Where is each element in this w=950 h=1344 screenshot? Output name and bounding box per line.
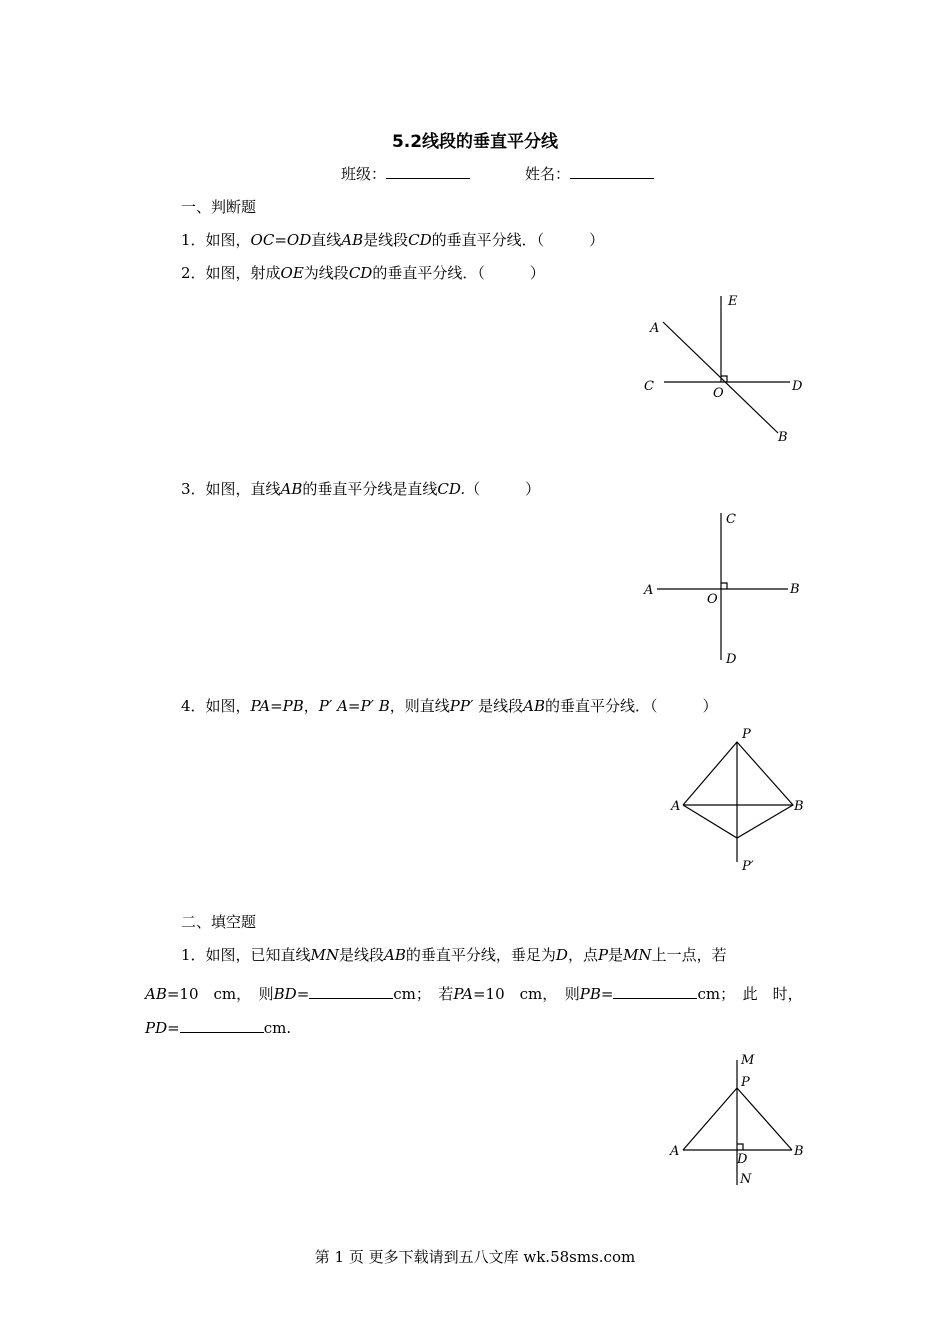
name-field xyxy=(525,163,654,184)
var: OD xyxy=(286,231,312,249)
var: AB xyxy=(280,480,303,498)
figure-2 xyxy=(630,505,820,670)
judge-question-2 xyxy=(181,262,545,283)
segment-pb xyxy=(737,1088,792,1150)
q-text: 为线段 xyxy=(303,264,349,282)
figure-4 xyxy=(660,1050,820,1190)
q-text: 直线 xyxy=(311,231,342,249)
q-text: ， xyxy=(303,697,319,715)
var: AB xyxy=(384,946,406,964)
var: P′ A=P′ B xyxy=(318,697,390,715)
label-b: B xyxy=(778,430,788,445)
q-text: 是线段 xyxy=(363,231,409,249)
label-a: A xyxy=(670,1144,680,1159)
q-text: = xyxy=(274,231,287,249)
var: BD xyxy=(273,985,297,1003)
label-b: B xyxy=(790,582,800,597)
q-text: 是 xyxy=(608,946,624,964)
var: PD xyxy=(145,1019,168,1037)
answer-blank-pb[interactable] xyxy=(613,984,697,999)
section2-heading: 二、填空题 xyxy=(181,913,257,931)
q-number: 1．如图，已知直线 xyxy=(181,946,311,964)
label-o: O xyxy=(707,592,718,607)
label-c: C xyxy=(726,512,736,527)
answer-blank-pd[interactable] xyxy=(180,1018,264,1033)
label-p: P xyxy=(741,1075,750,1090)
label-p-prime: P′ xyxy=(742,859,754,874)
q-text: （ ） xyxy=(465,480,541,498)
q-text: cm. xyxy=(263,1019,292,1037)
var: PA xyxy=(453,985,473,1003)
label-a: A xyxy=(671,799,681,814)
class-label: 班级： xyxy=(341,165,387,183)
var: OE xyxy=(280,264,304,282)
q-text: 上一点，若 xyxy=(651,946,727,964)
q-text: ，点 xyxy=(567,946,598,964)
page-title: 5.2线段的垂直平分线 xyxy=(391,132,559,152)
q-number: 3．如图，直线 xyxy=(181,480,281,498)
var: PB xyxy=(579,985,601,1003)
q-number: 4．如图， xyxy=(181,697,251,715)
label-d: D xyxy=(726,652,737,667)
q-number: 1．如图， xyxy=(181,231,251,249)
var: OC xyxy=(250,231,275,249)
class-field xyxy=(341,163,470,184)
q-text: cm； 若 xyxy=(393,985,454,1003)
q-text: = xyxy=(167,1019,180,1037)
name-label: 姓名： xyxy=(525,165,571,183)
judge-question-1 xyxy=(181,229,604,250)
var: AB xyxy=(145,985,167,1003)
judge-question-4 xyxy=(181,695,718,716)
label-m: M xyxy=(741,1053,755,1068)
label-a: A xyxy=(650,321,660,336)
figure-3 xyxy=(660,722,820,880)
label-n: N xyxy=(740,1172,752,1187)
var: CD xyxy=(408,231,432,249)
var: P xyxy=(597,946,609,964)
q-text: 的垂直平分线．（ ） xyxy=(372,264,545,282)
var: AB xyxy=(523,697,546,715)
label-b: B xyxy=(794,799,804,814)
var: CD. xyxy=(437,480,466,498)
fill-question-1-line3 xyxy=(145,1018,291,1037)
var: D xyxy=(555,946,568,964)
q-text: ，则直线 xyxy=(389,697,450,715)
label-d: D xyxy=(737,1152,748,1167)
right-angle-mark xyxy=(737,1144,743,1150)
q-text: 的垂直平分线，垂足为 xyxy=(405,946,556,964)
q-number: 2．如图，射成 xyxy=(181,264,281,282)
section1-heading: 一、判断题 xyxy=(181,198,257,216)
var: PA=PB xyxy=(250,697,304,715)
q-text: = xyxy=(296,985,310,1003)
label-o: O xyxy=(713,386,724,401)
q-text: 的垂直平分线．（ ） xyxy=(545,697,718,715)
q-text: 是线段 xyxy=(339,946,385,964)
q-text: =10 cm， 则 xyxy=(472,985,580,1003)
var: MN xyxy=(310,946,340,964)
q-text: 的垂直平分线是直线 xyxy=(302,480,438,498)
name-blank[interactable] xyxy=(570,164,654,179)
answer-blank-bd[interactable] xyxy=(309,984,393,999)
var: CD xyxy=(348,264,373,282)
class-blank[interactable] xyxy=(386,164,470,179)
q-text: 是线段 xyxy=(473,697,524,715)
q-text: 的垂直平分线．（ ） xyxy=(431,231,605,249)
q-text: = xyxy=(600,985,614,1003)
right-angle-mark xyxy=(721,583,727,589)
var: MN xyxy=(623,946,652,964)
segment-pa xyxy=(683,1088,737,1150)
q-text: =10 cm， 则 xyxy=(166,985,274,1003)
label-a: A xyxy=(644,583,654,598)
var: PP′ xyxy=(449,697,474,715)
var: AB xyxy=(341,231,364,249)
label-b: B xyxy=(794,1144,804,1159)
fill-question-1-line1 xyxy=(181,944,727,965)
label-d: D xyxy=(792,379,803,394)
label-c: C xyxy=(644,379,654,394)
label-e: E xyxy=(728,294,738,309)
label-p: P xyxy=(742,727,751,742)
figure-1 xyxy=(630,290,820,450)
fill-question-1-line2 xyxy=(145,983,803,1004)
page-footer: 第 1 页 更多下载请到五八文库 wk.58sms.com xyxy=(314,1248,636,1266)
judge-question-3 xyxy=(181,478,540,499)
q-text: cm； 此 时， xyxy=(697,985,803,1003)
quadrilateral xyxy=(683,742,793,838)
